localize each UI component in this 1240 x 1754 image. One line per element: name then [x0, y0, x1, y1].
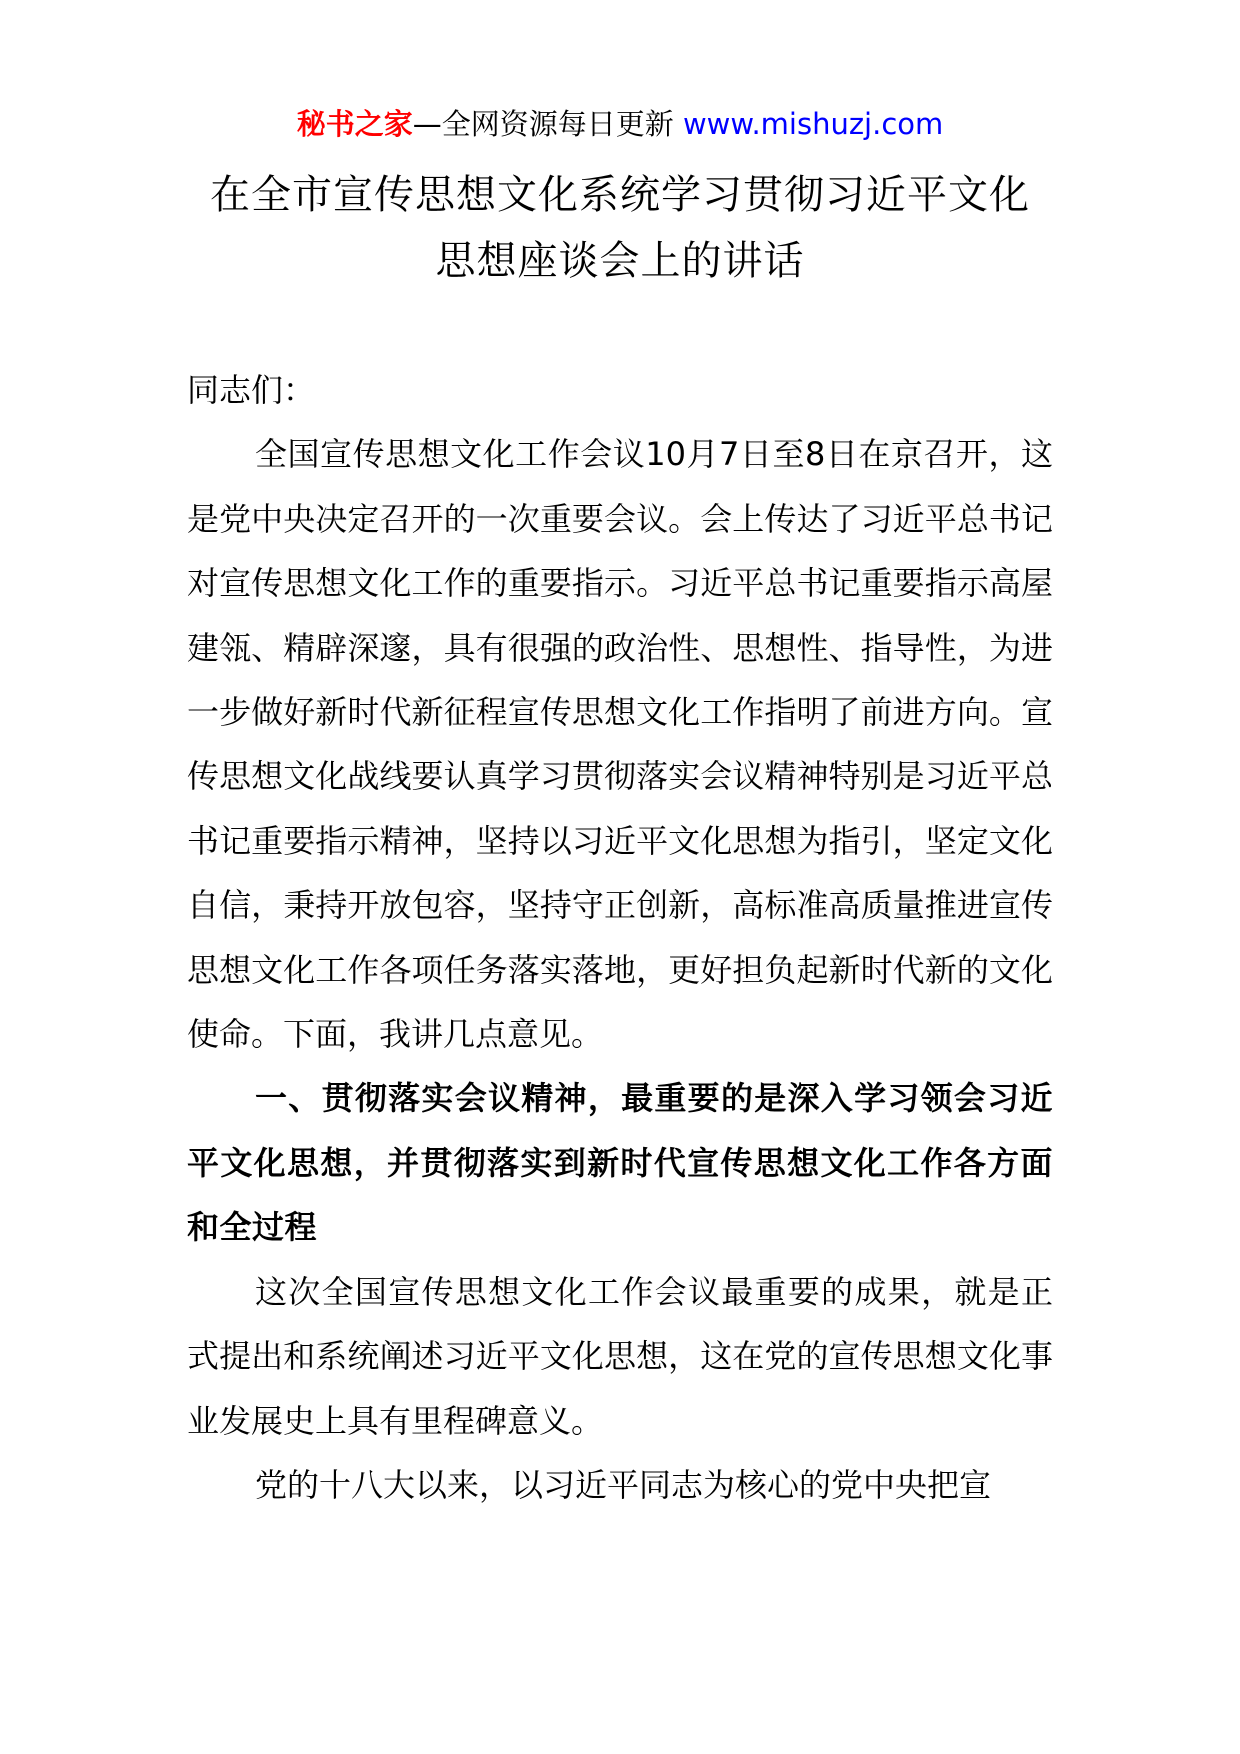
site-brand: 秘书之家	[296, 107, 413, 141]
site-tagline: —全网资源每日更新	[412, 107, 683, 141]
site-url-link[interactable]: www.mishuzj.com	[682, 107, 944, 141]
body-paragraph-1: 全国宣传思想文化工作会议10月7日至8日在京召开，这是党中央决定召开的一次重要会议。会上传达了习近平总书记对宣传思想文化工作的重要指示。习近平总书记重要指示高屋建瓴、精辟深邃，具有很强的政治性、思想性、指导性，为进一步做好新时代新征程宣传思想文化工作指明了前进方向。宣传思想文化战线要认真学习贯彻落实会议精神特别是习近平总书记重要指示精神，坚持以习近平文化思想为指引，坚定文化自信，秉持开放包容，坚持守正创新，高标准高质量推进宣传思想文化工作各项任务落实落地，更好担负起新时代新的文化使命。下面，我讲几点意见。	[187, 435, 1053, 1054]
section-heading-1: 一、贯彻落实会议精神，最重要的是深入学习领会习近平文化思想，并贯彻落实到新时代宣传思想文化工作各方面和全过程	[187, 1079, 1053, 1247]
document-title	[170, 162, 1070, 294]
document-title-line-2: 思想座谈会上的讲话	[435, 238, 805, 284]
site-header	[0, 104, 1240, 144]
salutation: 同志们：	[187, 371, 316, 409]
body-paragraph-3: 党的十八大以来，以习近平同志为核心的党中央把宣	[255, 1465, 992, 1504]
document-body	[187, 358, 1053, 1517]
body-paragraph-2: 这次全国宣传思想文化工作会议最重要的成果，就是正式提出和系统阐述习近平文化思想，这在党的宣传思想文化事业发展史上具有里程碑意义。	[187, 1272, 1053, 1440]
document-title-line-1: 在全市宣传思想文化系统学习贯彻习近平文化	[210, 172, 1030, 218]
